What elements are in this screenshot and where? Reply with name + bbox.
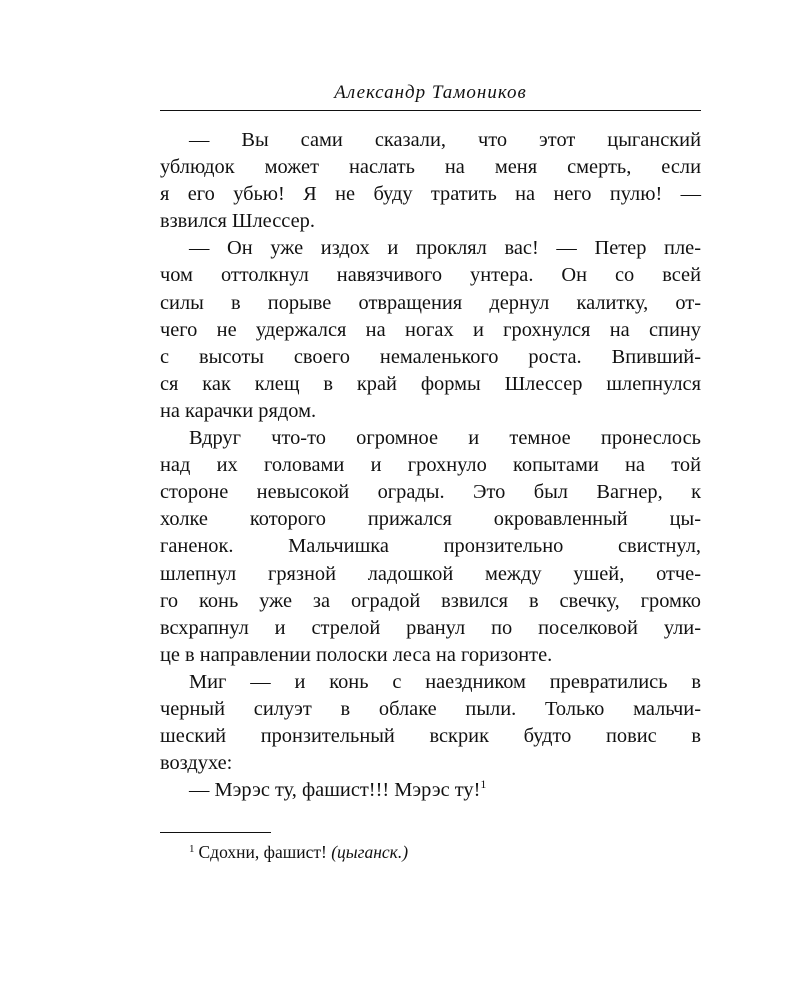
text-line: всхрапнул и стрелой рванул по поселковой ули-	[160, 616, 701, 639]
text-line: Вдруг что-то огромное и темное пронеслось	[189, 427, 701, 450]
book-page	[160, 0, 701, 1000]
text-line: го конь уже за оградой взвился в свечку, громко	[160, 589, 701, 612]
text-line: воздухе:	[160, 752, 233, 775]
text-line: — Он уже издох и проклял вас! — Петер пле-	[189, 237, 701, 260]
footnote-rule	[160, 832, 271, 833]
text-line: Миг — и конь с наездником превратились в	[189, 670, 701, 693]
text-line: на карачки рядом.	[160, 399, 317, 422]
footnote	[189, 841, 408, 863]
footnote-number: 1	[189, 843, 195, 855]
text-line: холке которого прижался окровавленный цы-	[160, 508, 701, 531]
paragraph	[160, 777, 701, 804]
text-line: я его убью! Я не буду тратить на него пулю! —	[160, 183, 701, 206]
text-line: ублюдок может наслать на меня смерть, если	[160, 156, 701, 179]
text-line: над их головами и грохнуло копытами на той	[160, 454, 701, 477]
text-line: ганенок. Мальчишка пронзительно свистнул,	[160, 535, 701, 558]
footnote-text: Сдохни, фашист!	[198, 842, 327, 862]
text-line: чего не удержался на ногах и грохнулся на спину	[160, 318, 701, 341]
text-line-with-footnote	[160, 777, 701, 804]
paragraph	[160, 127, 701, 235]
text-line: с высоты своего немаленького роста. Впивший-	[160, 345, 701, 368]
text-line: шлепнул грязной ладошкой между ушей, отче-	[160, 562, 701, 585]
paragraph	[160, 235, 701, 425]
footnote-language-note: (цыганск.)	[331, 842, 409, 862]
body-text	[160, 127, 701, 804]
text-line: силы в порыве отвращения дернул калитку, от-	[160, 291, 701, 314]
header-rule	[160, 110, 701, 111]
text-line: взвился Шлессер.	[160, 210, 315, 233]
footnote-reference: 1	[480, 777, 487, 792]
paragraph	[160, 669, 701, 777]
text-line: стороне невысокой ограды. Это был Вагнер, к	[160, 481, 701, 504]
text-line: — Мэрэс ту, фашист!!! Мэрэс ту!	[189, 779, 481, 802]
text-line: черный силуэт в облаке пыли. Только мальчи-	[160, 697, 701, 720]
text-line: це в направлении полоски леса на горизонте.	[160, 643, 553, 666]
text-line: — Вы сами сказали, что этот цыганский	[189, 129, 701, 151]
paragraph	[160, 425, 701, 669]
text-line: ся как клещ в край формы Шлессер шлепнулся	[160, 372, 701, 395]
running-header: Александр Тамоников	[334, 82, 527, 103]
text-line: чом оттолкнул навязчивого унтера. Он со всей	[160, 264, 701, 287]
text-line: шеский пронзительный вскрик будто повис в	[160, 725, 701, 748]
